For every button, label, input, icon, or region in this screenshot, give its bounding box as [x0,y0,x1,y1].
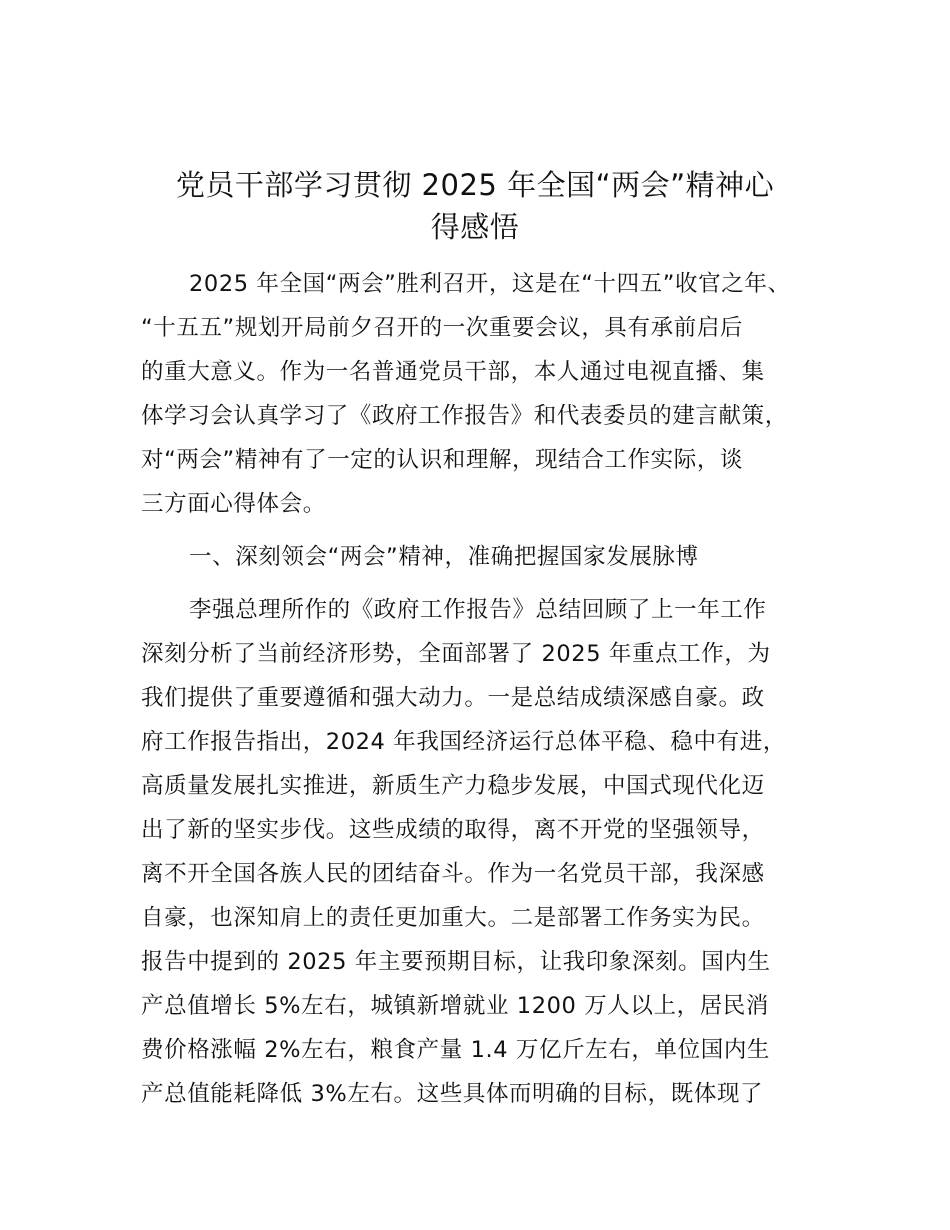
paragraph-line: 高质量发展扎实推进，新质生产力稳步发展，中国式现代化迈 [141,773,765,799]
paragraph-line: 2025 年全国“两会”胜利召开，这是在“十四五”收官之年、 [189,271,791,297]
paragraph-line: 离不开全国各族人民的团结奋斗。作为一名党员干部，我深感 [141,861,765,887]
document-title [120,164,830,248]
title-line: 党员干部学习贯彻 2025 年全国“两会”精神心 [175,168,775,202]
paragraph-line: 产总值增长 5%左右，城镇新增就业 1200 万人以上，居民消 [141,993,770,1019]
paragraph-line: 报告中提到的 2025 年主要预期目标，让我印象深刻。国内生 [141,949,771,975]
paragraph-line: 出了新的坚实步伐。这些成绩的取得，离不开党的坚强领导， [141,817,765,843]
paragraph-line: 的重大意义。作为一名普通党员干部，本人通过电视直播、集 [141,359,765,385]
paragraph-line: 体学习会认真学习了《政府工作报告》和代表委员的建言献策， [141,403,788,429]
paragraph-line: 自豪，也深知肩上的责任更加重大。二是部署工作务实为民。 [141,905,765,931]
paragraph-line: 三方面心得体会。 [141,491,326,517]
paragraph-line: 深刻分析了当前经济形势，全面部署了 2025 年重点工作，为 [141,641,771,667]
paragraph-line: 产总值能耗降低 3%左右。这些具体而明确的目标，既体现了 [141,1081,764,1107]
paragraph-line: 府工作报告指出，2024 年我国经济运行总体平稳、稳中有进， [141,729,786,755]
paragraph-line: 费价格涨幅 2%左右，粮食产量 1.4 万亿斤左右，单位国内生 [141,1037,771,1063]
paragraph-line: 我们提供了重要遵循和强大动力。一是总结成绩深感自豪。政 [141,685,765,711]
paragraph-line: 李强总理所作的《政府工作报告》总结回顾了上一年工作 [189,597,767,623]
paragraph-line: 对“两会”精神有了一定的认识和理解，现结合工作实际，谈 [141,447,744,473]
section-heading: 一、深刻领会“两会”精神，准确把握国家发展脉博 [189,544,699,570]
paragraph-line: “十五五”规划开局前夕召开的一次重要会议，具有承前启后 [141,315,744,341]
title-line: 得感悟 [430,210,520,244]
